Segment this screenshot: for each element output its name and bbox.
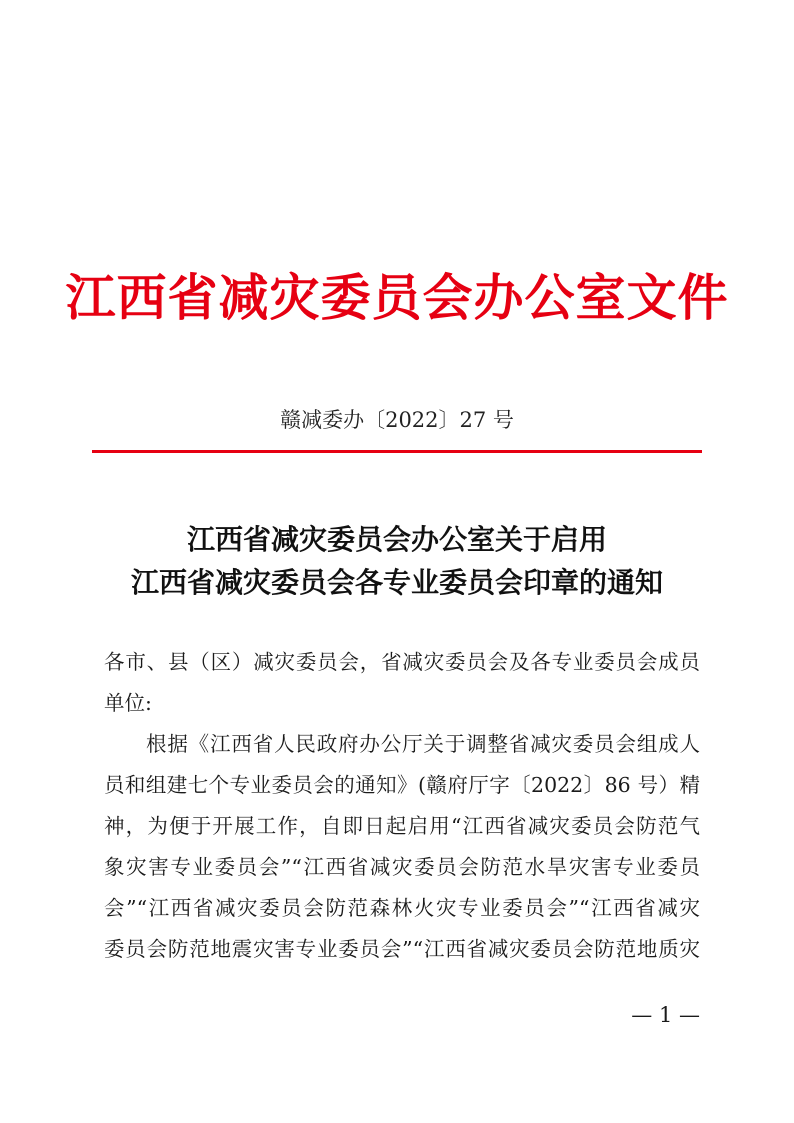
body-line-8: 委员会防范地震灾害专业委员会”“江西省减灾委员会防范地质灾	[104, 937, 700, 961]
body-line-2: 单位:	[104, 691, 152, 715]
notice-title-line-2: 江西省减灾委员会各专业委员会印章的通知	[130, 566, 663, 599]
body-line-7: 会”“江西省减灾委员会防范森林火灾专业委员会”“江西省减灾	[104, 896, 700, 920]
body-line-3: 根据《江西省人民政府办公厅关于调整省减灾委员会组成人	[146, 732, 700, 756]
issuing-office-title: 江西省减灾委员会办公室文件	[65, 268, 729, 327]
body-line-1: 各市、县（区）减灾委员会，省减灾委员会及各专业委员会成员	[104, 650, 700, 674]
body-line-5: 神，为便于开展工作，自即日起启用“江西省减灾委员会防范气	[104, 814, 700, 838]
body-line-6: 象灾害专业委员会”“江西省减灾委员会防范水旱灾害专业委员	[104, 855, 700, 879]
page-number: — 1 —	[631, 1003, 700, 1027]
document-number: 赣减委办〔2022〕27 号	[280, 408, 514, 432]
red-divider-line	[92, 450, 702, 453]
notice-title-line-1: 江西省减灾委员会办公室关于启用	[186, 523, 607, 556]
body-line-4: 员和组建七个专业委员会的通知》(赣府厅字〔2022〕86 号）精	[104, 773, 700, 797]
